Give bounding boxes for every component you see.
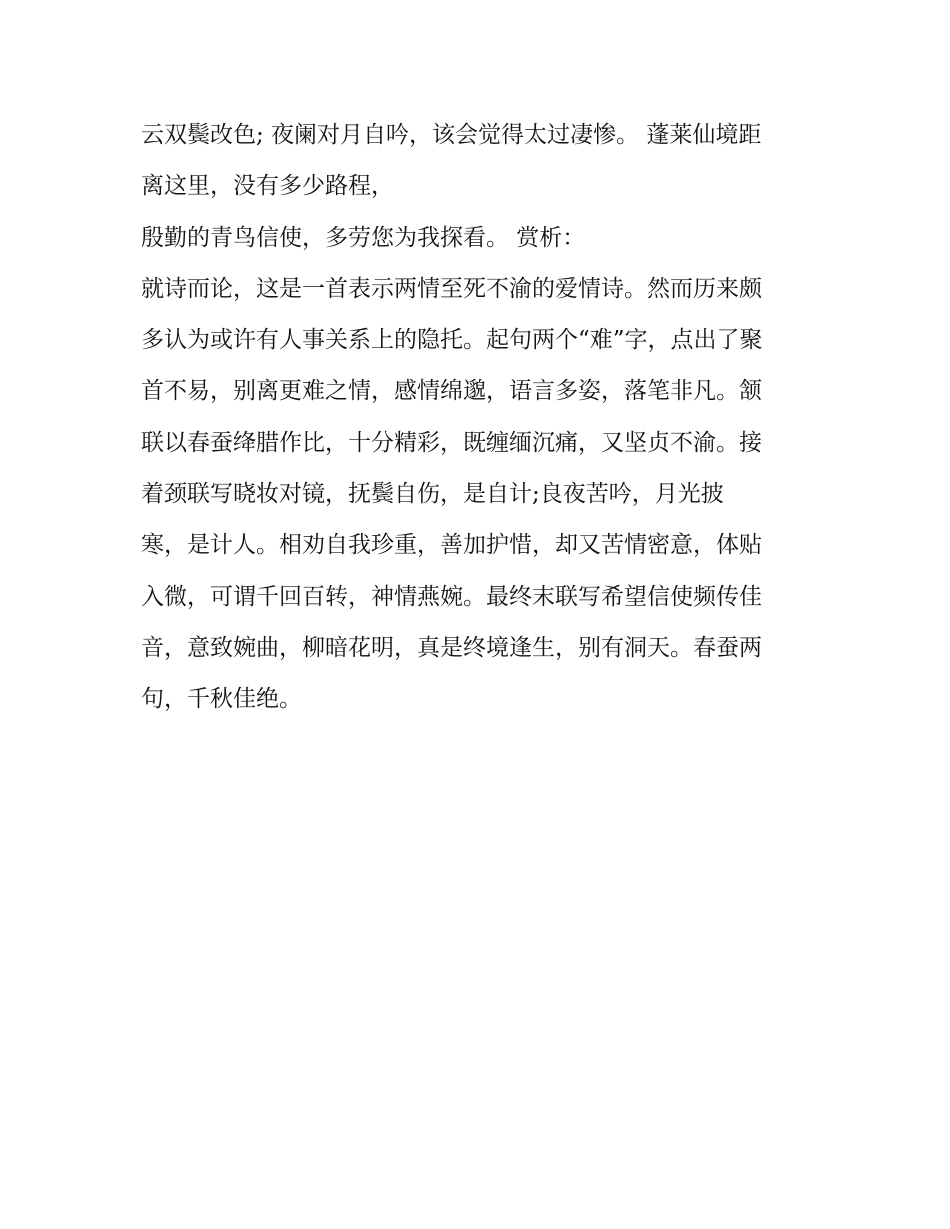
text-line: 音，意致婉曲，柳暗花明，真是终境逢生，别有洞天。春蚕两: [141, 634, 762, 661]
body-text: [141, 110, 831, 726]
text-line: 殷勤的青鸟信使，多劳您为我探看。 赏析：: [141, 224, 586, 251]
text-line: 云双鬓改色; 夜阑对月自吟，该会觉得太过凄惨。 蓬莱仙境距: [141, 122, 762, 148]
text-line: 入微，可谓千回百转，神情燕婉。最终末联写希望信使频传佳: [141, 583, 762, 610]
text-line: 离这里，没有多少路程，: [141, 173, 394, 200]
text-line: 联以春蚕绛腊作比，十分精彩，既缠缅沉痛，又坚贞不渝。接: [141, 429, 762, 456]
text-line: 首不易，别离更难之情，感情绵邈，语言多姿，落笔非凡。颔: [141, 378, 762, 405]
text-line: 多认为或许有人事关系上的隐托。起句两个“难”字，点出了聚: [141, 327, 763, 354]
text-line: 着颈联写晓妆对镜，抚鬓自伤，是自计;良夜苦吟，月光披: [141, 481, 724, 508]
text-line: 寒，是计人。相劝自我珍重，善加护惜，却又苦情密意，体贴: [141, 532, 762, 559]
text-line: 句，千秋佳绝。: [141, 686, 302, 713]
text-line: 就诗而论，这是一首表示两情至死不渝的爱情诗。然而历来颇: [141, 275, 762, 302]
